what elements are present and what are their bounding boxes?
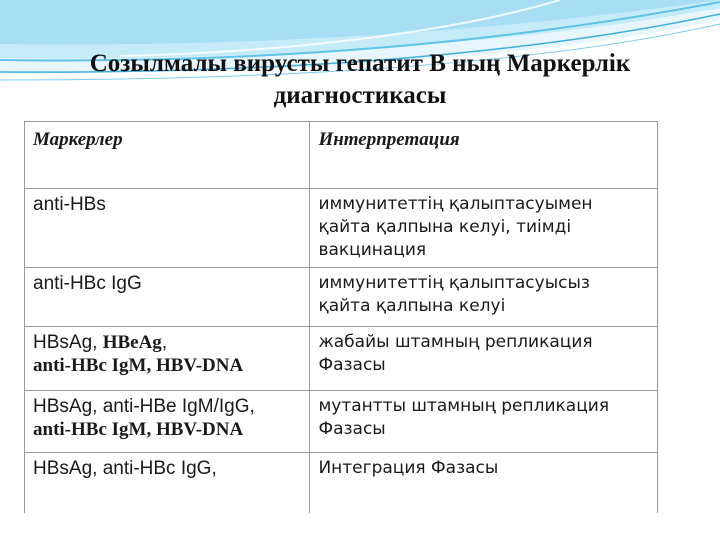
slide-title-line-2: диагностикасы — [273, 82, 447, 109]
interpretation-line: жабайы штамның репликация — [318, 332, 593, 352]
interpretation-line: иммунитеттің қалыптасуысыз — [318, 273, 590, 293]
marker-text-bold: HBeAg — [102, 332, 162, 353]
interpretation-cell — [310, 391, 658, 453]
table-row — [25, 189, 658, 268]
interpretation-line: қайта қалпына келуі, тиімді — [318, 217, 572, 237]
table-row — [25, 391, 658, 453]
marker-cell — [25, 327, 310, 391]
marker-text: anti-HBs — [33, 194, 106, 215]
table-header-row — [25, 122, 658, 189]
marker-line-bold: anti-HBc IgM, HBV-DNA — [33, 419, 244, 440]
marker-cell — [25, 453, 310, 514]
marker-text: , — [161, 332, 168, 353]
marker-text-bold: anti-HBc IgM, HBV-DNA — [33, 355, 244, 376]
interpretation-line: Фазасы — [318, 355, 386, 375]
interpretation-cell — [310, 189, 658, 268]
interpretation-line: Фазасы — [318, 419, 386, 439]
table-row — [25, 268, 658, 327]
marker-cell — [25, 189, 310, 268]
interpretation-line: иммунитеттің қалыптасуымен — [318, 194, 593, 214]
interpretation-line: вакцинация — [318, 240, 427, 260]
marker-text: HBsAg, anti-HBc IgG, — [33, 458, 217, 479]
interpretation-cell — [310, 453, 658, 514]
marker-table — [24, 121, 658, 513]
interpretation-cell — [310, 327, 658, 391]
marker-cell — [25, 391, 310, 453]
marker-table-container — [24, 121, 658, 513]
marker-text: HBsAg, — [33, 332, 103, 353]
marker-text: anti-HBc IgG — [33, 273, 142, 294]
marker-line: HBsAg, anti-HBe IgM/IgG, — [33, 396, 255, 417]
interpretation-cell — [310, 268, 658, 327]
marker-cell — [25, 268, 310, 327]
marker-line — [33, 331, 301, 354]
marker-line — [33, 354, 301, 377]
table-row — [25, 327, 658, 391]
slide-title — [0, 48, 720, 112]
interpretation-line: қайта қалпына келуі — [318, 296, 506, 316]
header-markers: Маркерлер — [25, 122, 310, 189]
slide-title-line-1: Созылмалы вирусты гепатит В ның Маркерлік — [89, 50, 631, 77]
table-row — [25, 453, 658, 514]
header-interpretation: Интерпретация — [310, 122, 658, 189]
interpretation-line: Интеграция Фазасы — [318, 458, 499, 478]
interpretation-line: мутантты штамның репликация — [318, 396, 610, 416]
